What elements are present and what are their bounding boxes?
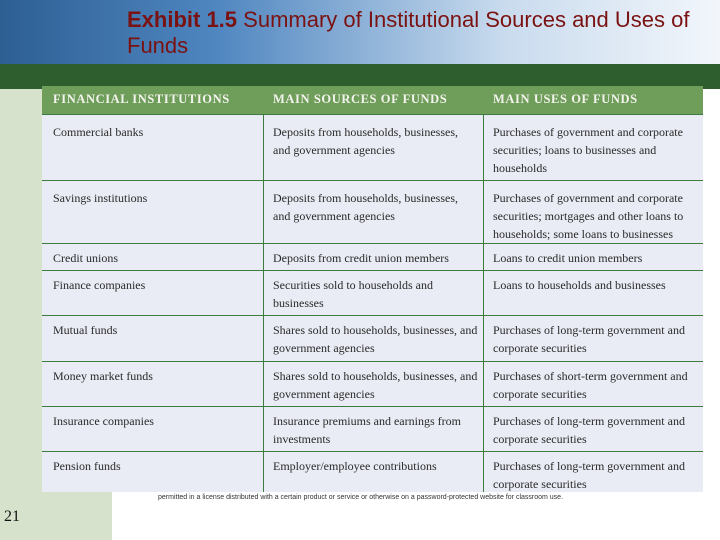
- institution-cell: Credit unions: [53, 251, 118, 265]
- institution-cell: Mutual funds: [53, 323, 118, 337]
- table-row: [42, 114, 703, 181]
- table-row: [42, 361, 703, 407]
- uses-cell: Purchases of long-term government and corporate securities: [493, 323, 685, 355]
- uses-cell: Purchases of short-term government and corporate securities: [493, 369, 688, 401]
- uses-cell: Purchases of long-term government and corporate securities: [493, 414, 685, 446]
- table-row: [42, 243, 703, 271]
- table-row: [42, 315, 703, 362]
- sources-cell: Deposits from households, businesses, and government agencies: [273, 125, 458, 157]
- sources-cell: Deposits from credit union members: [273, 251, 449, 265]
- table-row: [42, 270, 703, 316]
- institution-cell: Pension funds: [53, 459, 121, 473]
- slide-title: [127, 7, 707, 59]
- table-row: [42, 406, 703, 452]
- uses-cell: Loans to credit union members: [493, 251, 643, 265]
- uses-cell: Loans to households and businesses: [493, 278, 666, 292]
- institutions-table: [42, 86, 703, 492]
- institution-cell: Insurance companies: [53, 414, 154, 428]
- sources-cell: Securities sold to households and businesses: [273, 278, 433, 310]
- institution-cell: Commercial banks: [53, 125, 144, 139]
- sources-cell: Shares sold to households, businesses, and government agencies: [273, 369, 478, 401]
- sources-cell: Shares sold to households, businesses, and government agencies: [273, 323, 478, 355]
- slide-number: 21: [4, 508, 20, 525]
- uses-cell: Purchases of government and corporate securities; loans to businesses and households: [493, 125, 683, 175]
- header-uses: MAIN USES OF FUNDS: [493, 92, 638, 106]
- table-row: [42, 180, 703, 244]
- exhibit-label: Exhibit 1.5: [127, 7, 238, 32]
- institution-cell: Savings institutions: [53, 191, 148, 205]
- table-row: [42, 451, 703, 493]
- institution-cell: Money market funds: [53, 369, 153, 383]
- uses-cell: Purchases of government and corporate securities; mortgages and other loans to households; some loans to businesses: [493, 191, 684, 241]
- title-text: Summary of Institutional Sources and Uses of Funds: [127, 7, 690, 58]
- sources-cell: Deposits from households, businesses, and government agencies: [273, 191, 458, 223]
- copyright-note: permitted in a license distributed with a certain product or service or otherwise on a password-protected website for classroom use.: [158, 494, 564, 501]
- institution-cell: Finance companies: [53, 278, 146, 292]
- sources-cell: Employer/employee contributions: [273, 459, 437, 473]
- header-sources: MAIN SOURCES OF FUNDS: [273, 92, 448, 106]
- table-header-row: [42, 86, 703, 114]
- header-institutions: FINANCIAL INSTITUTIONS: [53, 92, 230, 106]
- uses-cell: Purchases of long-term government and corporate securities: [493, 459, 685, 491]
- sources-cell: Insurance premiums and earnings from investments: [273, 414, 461, 446]
